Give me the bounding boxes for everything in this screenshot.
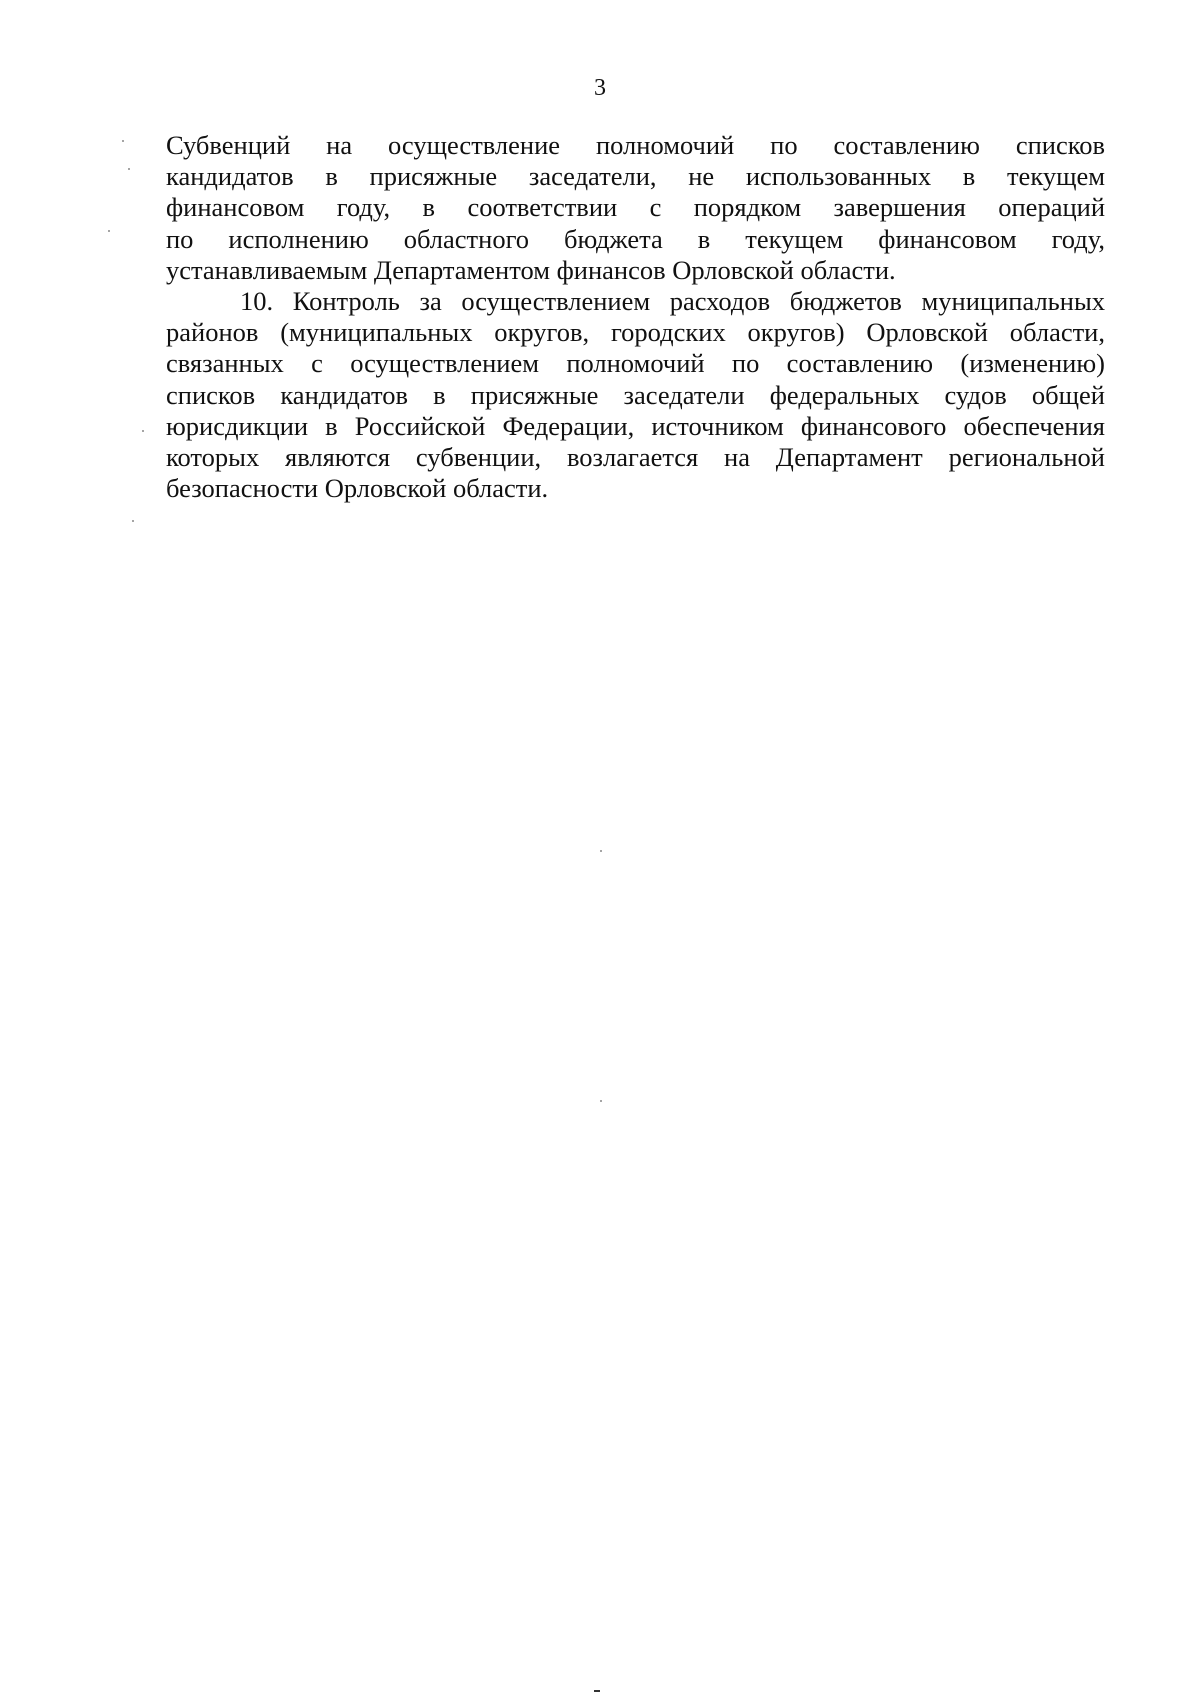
text-line: устанавливаемым Департаментом финансов Орловской области. — [166, 254, 896, 285]
scan-speck — [128, 168, 130, 170]
scan-speck — [600, 1100, 602, 1102]
scan-speck — [132, 520, 134, 522]
scan-speck — [122, 140, 124, 142]
text-line: Субвенций на осуществление полномочий по составлению списков — [166, 130, 1105, 160]
text-line: связанных с осуществлением полномочий по составлению (изменению) — [166, 348, 1105, 379]
text-line: списков кандидатов в присяжные заседатели федеральных судов общей — [166, 379, 1105, 410]
text-line: безопасности Орловской области. — [166, 473, 549, 504]
document-body — [166, 130, 1105, 504]
scan-speck — [108, 230, 110, 232]
text-line: по исполнению областного бюджета в текущем финансовом году, — [166, 223, 1105, 254]
text-line: юрисдикции в Российской Федерации, источником финансового обеспечения — [166, 410, 1105, 441]
text-line: финансовом году, в соответствии с порядком завершения операций — [166, 192, 1105, 223]
text-line: 10. Контроль за осуществлением расходов бюджетов муниципальных — [240, 286, 1105, 317]
paragraph-item-10 — [166, 286, 1105, 504]
page-number: 3 — [594, 75, 606, 101]
text-line: кандидатов в присяжные заседатели, не использованных в текущем — [166, 161, 1105, 192]
scan-speck — [142, 430, 144, 432]
text-line: которых являются субвенции, возлагается на Департамент региональной — [166, 442, 1105, 473]
paragraph-continuation — [166, 130, 1105, 286]
footer-mark — [594, 1690, 600, 1692]
scan-speck — [600, 850, 602, 852]
text-line: районов (муниципальных округов, городских округов) Орловской области, — [166, 317, 1105, 348]
